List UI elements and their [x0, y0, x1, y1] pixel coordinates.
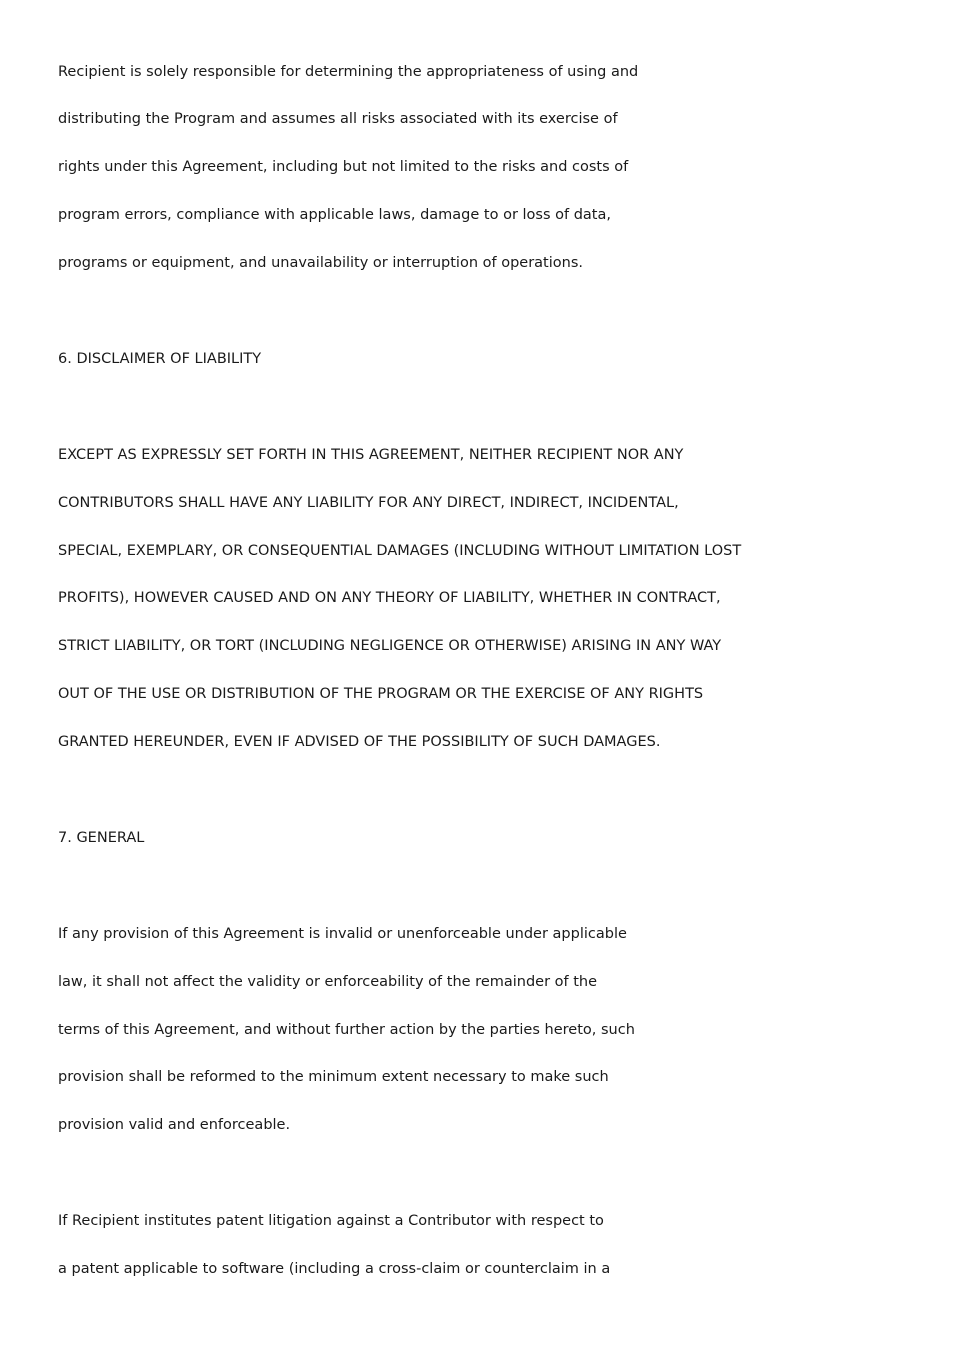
paragraph-line: If Recipient institutes patent litigation against a Contributor with respect to: [58, 1213, 604, 1229]
paragraph-line: EXCEPT AS EXPRESSLY SET FORTH IN THIS AGREEMENT, NEITHER RECIPIENT NOR ANY: [58, 447, 684, 463]
paragraph-line: programs or equipment, and unavailability or interruption of operations.: [58, 255, 583, 271]
paragraph-line: distributing the Program and assumes all risks associated with its exercise of: [58, 111, 618, 127]
section-heading-disclaimer: 6. DISCLAIMER OF LIABILITY: [58, 351, 262, 367]
paragraph-line: provision valid and enforceable.: [58, 1117, 291, 1133]
paragraph-line: terms of this Agreement, and without further action by the parties hereto, such: [58, 1022, 635, 1038]
paragraph-line: PROFITS), HOWEVER CAUSED AND ON ANY THEORY OF LIABILITY, WHETHER IN CONTRACT,: [58, 590, 721, 606]
paragraph-line: law, it shall not affect the validity or enforceability of the remainder of the: [58, 974, 598, 990]
paragraph-line: program errors, compliance with applicable laws, damage to or loss of data,: [58, 207, 611, 223]
paragraph-line: a patent applicable to software (including a cross-claim or counterclaim in a: [58, 1261, 611, 1277]
paragraph-line: rights under this Agreement, including but not limited to the risks and costs of: [58, 159, 629, 175]
section-heading-general: 7. GENERAL: [58, 830, 145, 846]
paragraph-line: Recipient is solely responsible for determining the appropriateness of using and: [58, 64, 639, 80]
paragraph-line: GRANTED HEREUNDER, EVEN IF ADVISED OF THE POSSIBILITY OF SUCH DAMAGES.: [58, 734, 661, 750]
paragraph-line: SPECIAL, EXEMPLARY, OR CONSEQUENTIAL DAMAGES (INCLUDING WITHOUT LIMITATION LOST: [58, 543, 742, 559]
paragraph-line: OUT OF THE USE OR DISTRIBUTION OF THE PROGRAM OR THE EXERCISE OF ANY RIGHTS: [58, 686, 704, 702]
paragraph-line: provision shall be reformed to the minimum extent necessary to make such: [58, 1069, 609, 1085]
paragraph-line: If any provision of this Agreement is invalid or unenforceable under applicable: [58, 926, 627, 942]
paragraph-line: STRICT LIABILITY, OR TORT (INCLUDING NEGLIGENCE OR OTHERWISE) ARISING IN ANY WAY: [58, 638, 722, 654]
paragraph-line: CONTRIBUTORS SHALL HAVE ANY LIABILITY FOR ANY DIRECT, INDIRECT, INCIDENTAL,: [58, 495, 679, 511]
